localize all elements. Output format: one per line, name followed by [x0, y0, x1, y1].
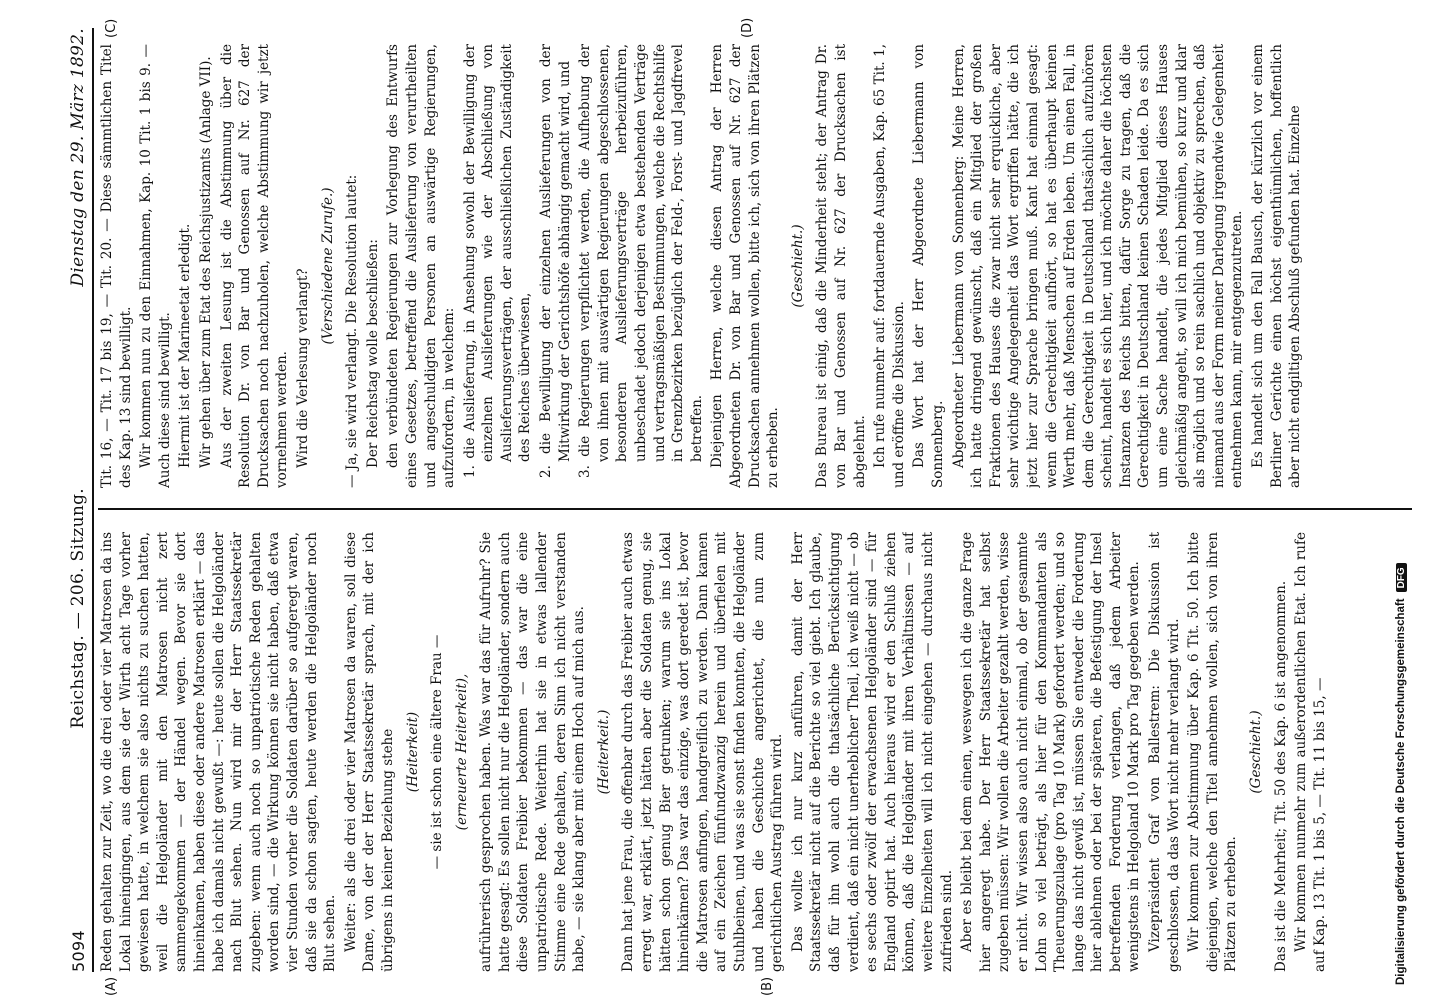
margin-marker-b: (B)	[760, 976, 775, 996]
paragraph: Wir kommen nun zu den Einnahmen, Kap. 10 Tit. 1 bis 9. — Auch diese sind bewilligt.	[138, 44, 173, 488]
interjection: (Geschieht.)	[789, 224, 806, 308]
paragraph: Diejenigen Herren, welche diesen Antrag der Herren Abgeordneten Dr. von Bar und Genossen auf Nr. 627 der Drucksachen annehmen wollen, bitte ich, sich von ihren Plätzen zu erheben.	[709, 44, 782, 488]
page-number: 5094	[69, 930, 88, 972]
paragraph: Wir gehen über zum Etat des Reichsjustizamts (Anlage VII).	[197, 56, 214, 468]
paragraph: Aber es bleibt bei dem einen, weswegen ich die ganze Frage hier angeregt habe. Der Herr Staatssekretär hat selbst zugeben müssen: Wir wollen die Arbeiter gezahlt werden, wisse er nicht. Wir wissen also auch nicht einmal, ob der gesammte Lohn so viel beträgt, als hier für den Kommandanten als Theuerungszulage (pro Tag 10 Mark) gefordert werden; und so lange das nicht gewiß ist, müssen Sie entweder die Forderung hier ablehnen oder bei der späteren, die Befestigung der Insel betreffenden Forderung verlangen, daß jedem Arbeiter wenigstens in Helgoland 10 Mark pro Tag gegeben werden.	[959, 532, 1143, 972]
credit-text: Digitalisierung gefördert durch die Deutsche Forschungsgemeinschaft	[1395, 598, 1407, 985]
page-header	[60, 28, 94, 972]
margin-marker-c: (C)	[104, 18, 119, 38]
paragraph: Abgeordneter Liebermann von Sonnenberg: Meine Herren, ich hatte dringend gewünscht, daß ein Mitglied der großen Fraktionen des Hauses die zwar nicht sehr erquickliche, aber sehr wichtige Angelegenheit das Wort ergriffen hätte, die ich jetzt hier zur Sprache bringen muß. Kant hat einmal gesagt: wenn die Gerechtigkeit aufhört, so hat es überhaupt keinen Werth mehr, daß Menschen auf Erden leben. Um einen Fall, in dem die Gerechtigkeit in Deutschland thatsächlich aufzuhören scheint, handelt es sich hier, und ich möchte daher die höchsten Instanzen des Reichs bitten, dafür Sorge zu tragen, daß die Gerechtigkeit in Deutschland keinen Schaden leide. Da es sich um eine Sache handelt, die jedes Mitglied dieses Hauses gleichmäßig angeht, so will ich mich bemühen, so kurz und klar als möglich und so rein sachlich und objektiv zu sprechen, daß niemand aus der Form meiner Darlegung irgendwie Gelegenheit entnehmen kann, mir entgegenzutreten.	[950, 44, 1246, 488]
column-divider	[98, 508, 1412, 510]
paragraph: — sie ist schon eine ältere Frau —	[429, 634, 446, 870]
resolution-item: 3. die Regierungen verpflichtet werden, die Aufhebung der von ihnen mit auswärtigen Regierungen abgeschlossenen, besonderen Auslieferungsverträge herbeizuführen, unbeschadet jedoch derjenigen etwa bestehenden Verträge und vertragsmäßigen Bestimmungen, welche die Rechtshilfe in Grenzbezirken bezüglich der Feld-, Forst- und Jagdfrevel betreffen.	[577, 44, 705, 478]
paragraph: Der Reichstag wolle beschließen:	[364, 239, 381, 468]
interjection: (Heiterkeit.)	[595, 709, 612, 795]
paragraph: aufrührerisch gesprochen haben. Was war das für Aufruhr? Sie hatte gesagt: Es sollen nicht nur die Helgoländer, sondern auch diese Soldaten Freibier bekommen — das war die eine unpatriotische Rede. Weiterhin hat sie in etwas lallender Stimme eine Rede gehalten, deren Sinn ich nicht verstanden habe, — sie klang aber mit einem Hoch auf mich aus.	[478, 532, 588, 972]
paragraph: den verbündeten Regierungen zur Vorlegung des Entwurfs eines Gesetzes, betreffend die Auslieferung von verurtheilten und angeschuldigten Personen an auswärtige Regierungen, aufzufordern, in welchem:	[385, 44, 458, 488]
interjection: (erneuerte Heiterkeit),	[453, 673, 470, 831]
page-date: Dienstag den 29. März 1892.	[68, 28, 88, 287]
paragraph: Es handelt sich um den Fall Bausch, der kürzlich vor einem Berliner Gerichte einen höchst eigenthümlichen, hoffentlich aber nicht endgiltigen Abschluß gefunden hat. Einzelne	[1250, 44, 1304, 488]
paragraph: Das wollte ich nur kurz anführen, damit der Herr Staatssekretär nicht auf die Berichte so viel giebt. Ich glaube, daß für ihn wohl auch die thatsächliche Berücksichtigung verdient, daß ein nicht unerheblicher Theil, ich weiß nicht — ob es sechs oder zwölf der erwachsenen Helgoländer sind — für England optirt hat. Auch hieraus wird er den Schluß ziehen können, daß die Helgoländer mit ihren Verhältnissen — auf weitere Einzelheiten will ich nicht eingehen — durchaus nicht zufrieden sind.	[789, 532, 955, 972]
paragraph: — Ja, sie wird verlangt. Die Resolution lautet:	[344, 174, 361, 488]
paragraph: Das Wort hat der Herr Abgeordnete Liebermann von Sonnenberg.	[911, 44, 946, 488]
page-title: Reichstag. — 206. Sitzung.	[68, 488, 88, 729]
paragraph: Das Bureau ist einig, daß die Minderheit steht; der Antrag Dr. von Bar und Genossen auf Nr. 627 der Drucksachen ist abgelehnt.	[814, 44, 868, 488]
dfg-logo: DFG	[1396, 563, 1407, 592]
digitization-credit	[1395, 25, 1407, 985]
right-column	[98, 44, 1422, 488]
margin-marker-a: (A)	[104, 976, 119, 996]
left-column	[98, 532, 1422, 972]
paragraph: Ich rufe nunmehr auf: fortdauernde Ausgaben, Kap. 65 Tit. 1, und eröffne die Diskussion.	[872, 44, 907, 488]
paragraph: Vizepräsident Graf von Ballestrem: Die Diskussion ist geschlossen, da das Wort nicht mehr verlangt wird.	[1147, 532, 1182, 972]
paragraph: Hiermit ist der Marineetat erledigt.	[177, 223, 194, 468]
interjection: (Heiterkeit)	[404, 711, 421, 793]
interjection: (Verschiedene Zurufe.)	[319, 187, 336, 345]
paragraph: Weiter: als die drei oder vier Matrosen da waren, soll diese Dame, von der der Herr Staatssekretär sprach, mit der ich übrigens in keiner Beziehung stehe	[342, 532, 396, 972]
interjection: (Geschieht.)	[1248, 710, 1265, 794]
resolution-item: 1. die Auslieferung, in Ansehung sowohl der Bewilligung der einzelnen Auslieferungen wie der Abschließung von Auslieferungsverträgen, der ausschließlichen Zuständigkeit des Reiches überwiesen,	[461, 44, 534, 478]
paragraph: Reden gehalten zur Zeit, wo die drei oder vier Matrosen da ins Lokal hineingingen, aus dem sie der Wirth acht Tage vorher gewiesen hatte, in welchem sie also nichts zu suchen hatten, weil die Helgoländer mit den Matrosen nicht zert sammengekommen — der Händel wegen. Bevor sie dort hineinkamen, haben diese oder andere Matrosen erklärt — das habe ich damals nicht gewußt —: heute sollen die Helgoländer nach Blut sehen. Nun wird mir der Herr Staatssekretär zugeben: wenn auch noch so unpatriotische Reden gehalten worden sind, — die Wirkung können sie nicht haben, daß etwa vier Stunden vorher die Soldaten darüber so aufgeregt waren, daß sie da schon sagten, heute werden die Helgoländer noch Blut sehen.	[99, 532, 339, 972]
margin-marker-d: (D)	[740, 17, 755, 38]
paragraph: Das ist die Mehrheit; Tit. 50 des Kap. 6 ist angenommen.	[1272, 580, 1289, 972]
paragraph: Tit. 16, — Tit. 17 bis 19, — Tit. 20. — Diese sämmtlichen Titel des Kap. 13 sind bewilligt.	[99, 44, 134, 488]
paragraph: Wird die Verlesung verlangt?	[294, 268, 311, 468]
paragraph: Dann hat jene Frau, die offenbar durch das Freibier auch etwas erregt war, erklärt, jetzt hätten aber die Soldaten genug, sie hätten schon genug Bier getrunken; warum sie ins Lokal hineinkämen? Das war das einzige, was dort geredet ist, bevor die Matrosen anfingen, handgreiflich zu werden. Dann kamen auf ein Zeichen fünfundzwanzig herein und überfielen mit Stuhlbeinen, und was sie sonst finden konnten, die Helgoländer und haben die Geschichte angerichtet, die nun zum gerichtlichen Austrag führen wird.	[620, 532, 786, 972]
paragraph: Aus der zweiten Lesung ist die Abstimmung über die Resolution Dr. von Bar und Genossen auf Nr. 627 der Drucksachen noch nachzuholen, welche Abstimmung wir jetzt vornehmen werden.	[218, 44, 291, 488]
resolution-item: 2. die Bewilligung der einzelnen Auslieferungen von der Mitwirkung der Gerichtshöfe abhängig gemacht wird, und	[538, 44, 573, 478]
paragraph: Wir kommen zur Abstimmung über Kap. 6 Tit. 50. Ich bitte diejenigen, welche den Titel annehmen wollen, sich von ihren Plätzen zu erheben.	[1186, 532, 1240, 972]
paragraph: Wir kommen nunmehr zum außerordentlichen Etat. Ich rufe auf Kap. 13 Tit. 1 bis 5, — Tit. 11 bis 15, —	[1293, 532, 1328, 972]
